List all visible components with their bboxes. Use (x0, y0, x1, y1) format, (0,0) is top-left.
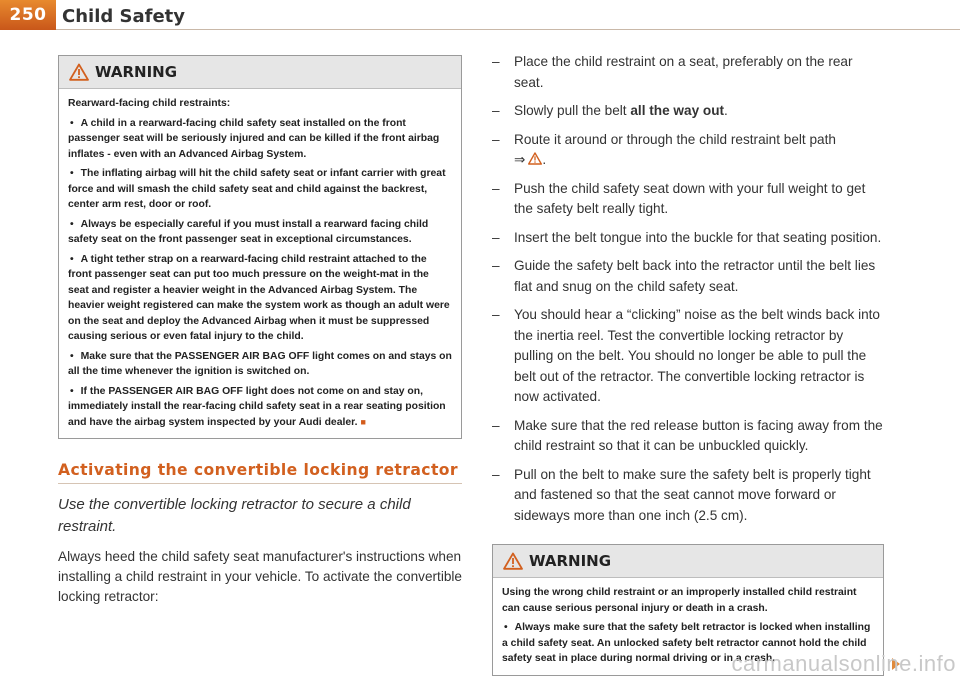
section-title: Child Safety (62, 6, 186, 27)
right-column (492, 52, 884, 676)
warning-bullet: • The inflating airbag will hit the child safety seat or infant carrier with great force and will smash the child safety seat and child against the backrest, center arm rest, door or roof. (68, 166, 452, 213)
warning-header (493, 545, 883, 578)
end-of-section-mark: ■ (360, 416, 366, 427)
step-item: – Insert the belt tongue into the buckle for that seating position. (492, 228, 884, 249)
step-emphasis: all the way out (630, 103, 725, 118)
step-item: – Route it around or through the child restraint belt path ⇒ . (492, 130, 884, 171)
rearward-warning-box (58, 55, 462, 439)
warning-title: WARNING (95, 63, 178, 81)
warning-bullet-last (68, 384, 452, 431)
step-item: – Pull on the belt to make sure the safety belt is properly tight and fastened so that the seat cannot move forward or sideways more than one inch (2.5 cm). (492, 465, 884, 527)
step-text: Route it around or through the child restraint belt path (514, 131, 836, 147)
procedure-steps (492, 52, 884, 526)
warning-bullet: • A child in a rearward-facing child safety seat installed on the front passenger seat will be seriously injured and can be killed if the front airbag inflates - even with an Advanced Airbag System. (68, 116, 452, 163)
section-intro: Use the convertible locking retractor to secure a child restraint. (58, 496, 411, 535)
warning-triangle-icon (69, 63, 89, 81)
header-rule (56, 29, 960, 30)
warning-bullet-text: • If the PASSENGER AIR BAG OFF light does not come on and stay on, immediately install the rear-facing child safety seat in a rear seating position and have the airbag system inspected by your Audi dealer. (68, 386, 446, 428)
step-item: – Guide the safety belt back into the retractor until the belt lies flat and snug on the child safety seat. (492, 256, 884, 297)
step-text-end: . (724, 103, 728, 118)
warning-bullet: • Always be especially careful if you must install a rearward facing child safety seat on the front passenger seat in exceptional circumstances. (68, 217, 452, 248)
warning-triangle-icon (503, 552, 523, 570)
warning-body (59, 89, 461, 438)
step-text: Slowly pull the belt (514, 103, 631, 118)
step-item: – Place the child restraint on a seat, preferably on the rear seat. (492, 52, 884, 93)
page-header (0, 0, 960, 32)
step-item (492, 101, 884, 122)
step-item: – You should hear a “clicking” noise as the belt winds back into the inertia reel. Test the convertible locking retractor by pulling on the belt. You should no longer be able to pull the belt out of the retractor. The convertible locking retractor is now activated. (492, 305, 884, 408)
warning-header (59, 56, 461, 89)
warning-bullet: • Make sure that the PASSENGER AIR BAG OFF light comes on and stays on all the time whenever the ignition is switched on. (68, 349, 452, 380)
warning-lead: Rearward-facing child restraints: (68, 98, 231, 109)
warning-reference-icon[interactable] (528, 152, 542, 165)
warning-title: WARNING (529, 552, 612, 570)
section-heading: Activating the convertible locking retractor (58, 461, 462, 484)
reference-arrow-icon: ⇒ (514, 152, 526, 167)
step-item: – Push the child safety seat down with your full weight to get the safety belt really tight. (492, 179, 884, 220)
step-item: – Make sure that the red release button is facing away from the child restraint so that it can be unbuckled quickly. (492, 416, 884, 457)
page-number: 250 (0, 0, 56, 30)
warning-bullet: • Always make sure that the safety belt retractor is locked when installing a child safety seat. An unlocked safety belt retractor cannot hold the child safety seat in place during normal driving or in a crash. (502, 620, 874, 667)
left-column (58, 55, 462, 607)
watermark: carmanualsonline.info (731, 651, 956, 676)
warning-lead: Using the wrong child restraint or an improperly installed child restraint can cause serious personal injury or death in a crash. (502, 587, 857, 614)
section-text: Always heed the child safety seat manufacturer's instructions when installing a child restraint in your vehicle. To activate the convertible locking retractor: (58, 549, 462, 604)
warning-bullet: • A tight tether strap on a rearward-facing child restraint attached to the front passenger seat can put too much pressure on the weight-mat in the seat and register a heavier weight in the Advanced Airbag System. The heavier weight registered can make the system work as though an adult were on the seat and deploy the Advanced Airbag when it must be suppressed causing serious or even fatal injury to the child. (68, 252, 452, 345)
